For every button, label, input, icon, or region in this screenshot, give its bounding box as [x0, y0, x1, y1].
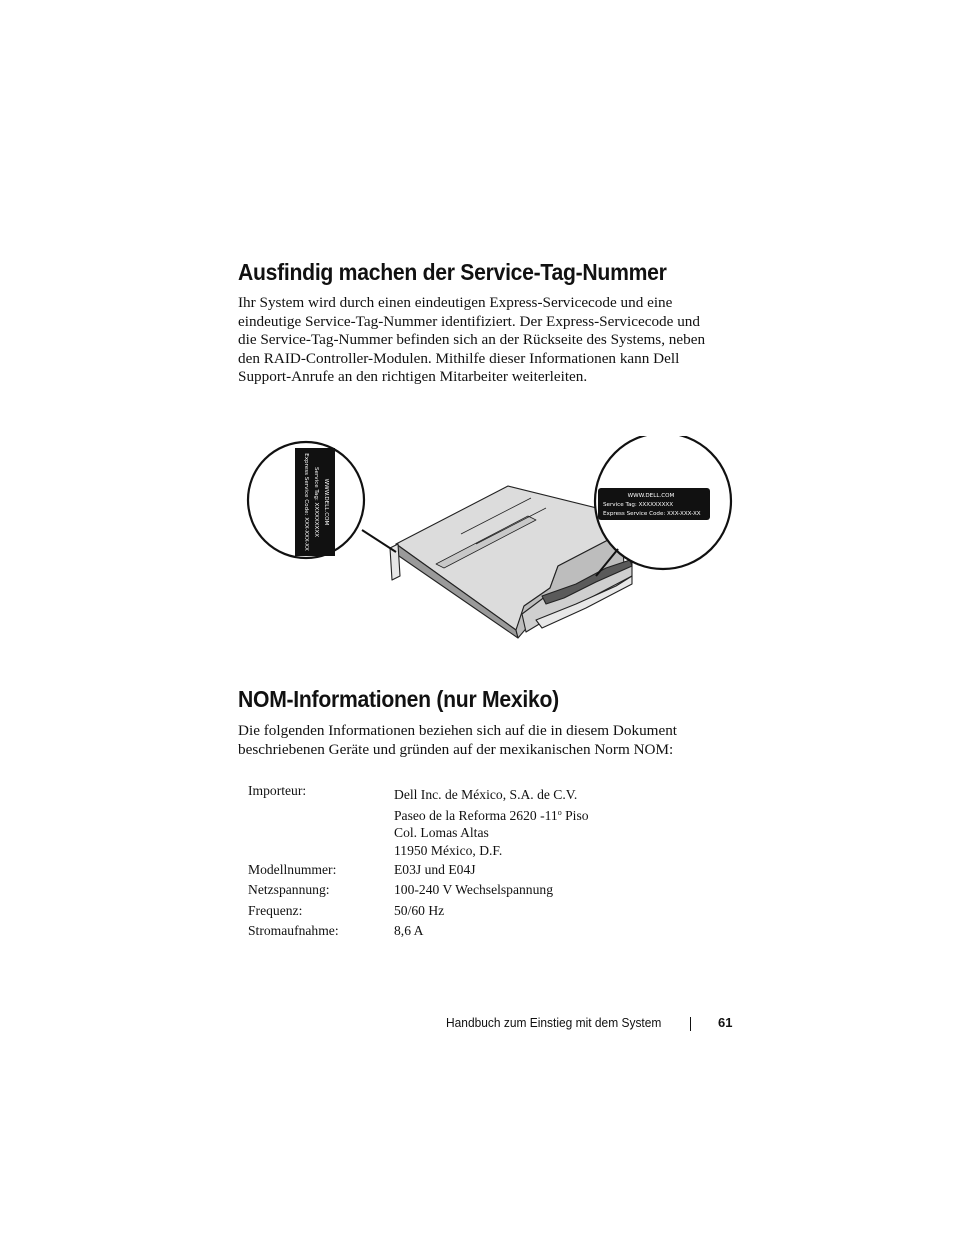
address-line: Paseo de la Reforma 2620 -11$^o$ Piso: [394, 807, 589, 823]
footer-separator: [690, 1017, 691, 1031]
right-label-express-code: Express Service Code: XXX-XXX-XX: [603, 511, 701, 517]
model-number-label: Modellnummer:: [248, 862, 337, 877]
importer-label: Importeur:: [248, 783, 307, 798]
right-label-url: WWW.DELL.COM: [627, 493, 675, 499]
right-label-service-tag: Service Tag: XXXXXXXXX: [603, 502, 674, 508]
address-line: Dell Inc. de México, S.A. de C.V.: [394, 787, 578, 802]
model-number-value: E03J und E04J: [394, 862, 476, 877]
frequency-label: Frequenz:: [248, 903, 303, 918]
current-value: 8,6 A: [394, 923, 424, 938]
importer-address: [394, 786, 589, 859]
section-heading-nom: NOM-Informationen (nur Mexiko): [238, 686, 559, 712]
paragraph-line: Die folgenden Informationen beziehen sich auf die in diesem Dokument: [238, 722, 678, 739]
paragraph-line: eindeutige Service-Tag-Nummer identifiziert. Der Express-Servicecode und: [238, 312, 700, 330]
left-callout: [248, 442, 396, 558]
paragraph-line: Ihr System wird durch einen eindeutigen Express-Servicecode und eine: [238, 294, 673, 311]
service-tag-paragraph: [238, 294, 738, 387]
paragraph-line: Support-Anrufe an den richtigen Mitarbeiter weiterleiten.: [238, 368, 588, 386]
paragraph-line: die Service-Tag-Nummer befinden sich an der Rückseite des Systems, neben: [238, 331, 706, 349]
footer-title: Handbuch zum Einstieg mit dem System: [446, 1015, 662, 1030]
paragraph-line: beschriebenen Geräte und gründen auf der mexikanischen Norm NOM:: [238, 740, 674, 758]
address-line: 11950 México, D.F.: [394, 842, 503, 858]
voltage-value: 100-240 V Wechselspannung: [394, 882, 553, 897]
paragraph-line: den RAID-Controller-Modulen. Mithilfe dieser Informationen kann Dell: [238, 349, 680, 367]
nom-paragraph: [238, 722, 738, 759]
section-heading-service-tag: Ausfindig machen der Service-Tag-Nummer: [238, 259, 667, 285]
frequency-value: 50/60 Hz: [394, 903, 445, 918]
service-tag-location-figure: [246, 436, 736, 648]
voltage-label: Netzspannung:: [248, 882, 330, 897]
left-label-url: WWW.DELL.COM: [323, 478, 329, 526]
page-number: 61: [718, 1015, 733, 1030]
left-label-service-tag: Service Tag: XXXXXXXXX: [313, 466, 319, 538]
address-line: Col. Lomas Altas: [394, 825, 489, 840]
left-label-express-code: Express Service Code: XXX-XXX-XX: [303, 453, 309, 551]
current-label: Stromaufnahme:: [248, 923, 339, 938]
